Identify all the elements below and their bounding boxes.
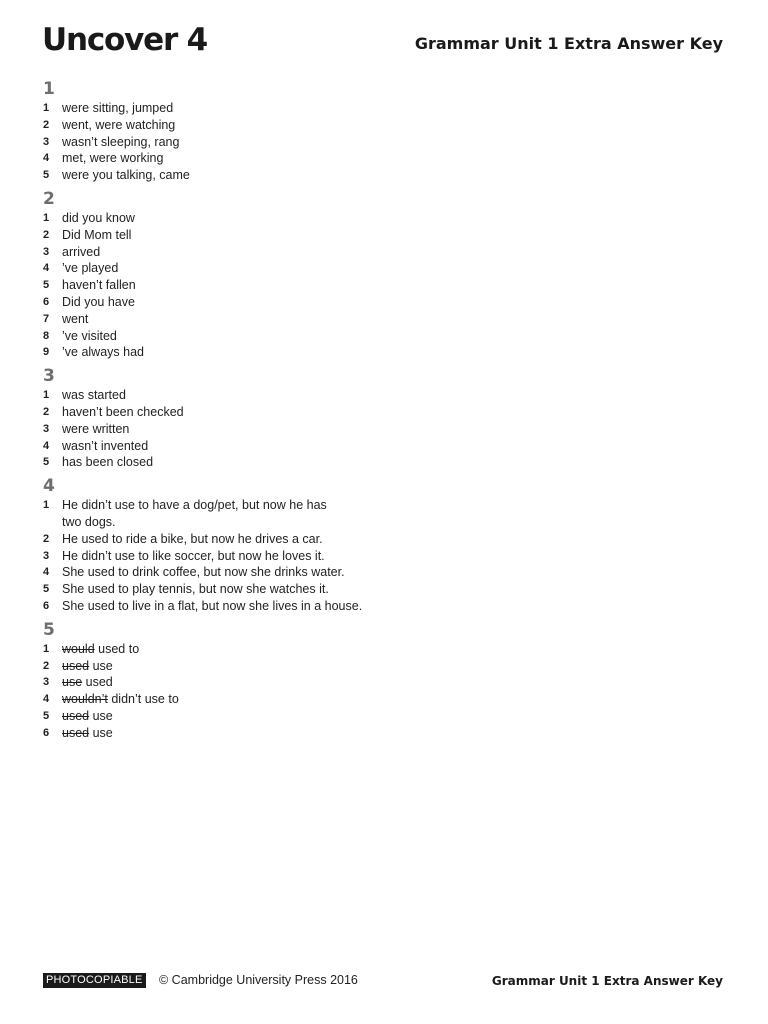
struck-word: used [62, 708, 90, 723]
answer-item [43, 387, 403, 404]
answer-text: use [92, 708, 113, 723]
answer-item [43, 454, 403, 471]
answer-text: ’ve visited [62, 328, 117, 343]
struck-word: used [62, 658, 90, 673]
answer-text: was started [62, 388, 126, 403]
answer-text: She used to live in a flat, but now she lives in a house. [62, 598, 363, 613]
answer-item [43, 344, 403, 361]
item-number: 1 [43, 211, 50, 224]
item-number: 5 [43, 583, 50, 596]
item-number: 6 [43, 599, 50, 612]
answer-text: ’ve played [62, 261, 119, 276]
struck-word: wouldn’t [62, 692, 108, 707]
item-number: 1 [43, 102, 50, 114]
answer-item [43, 581, 403, 598]
section-number: 4 [43, 476, 55, 497]
answer-item [43, 167, 403, 184]
item-number: 7 [43, 312, 50, 325]
answer-item [43, 404, 403, 421]
answer-text: used to [98, 641, 140, 656]
answer-text: He didn’t use to have a dog/pet, but now he has two dogs. [62, 498, 327, 529]
item-number: 1 [43, 499, 50, 512]
section-number: 2 [43, 188, 55, 209]
answer-text: didn’t use to [111, 692, 179, 707]
item-number: 3 [43, 135, 50, 148]
answer-text: ’ve always had [62, 345, 144, 360]
answer-item [43, 421, 403, 438]
answer-item [43, 311, 403, 328]
item-number: 6 [43, 726, 50, 739]
answer-text: He used to ride a bike, but now he drives a car. [62, 531, 323, 546]
item-number: 4 [43, 693, 50, 706]
answer-item [43, 294, 403, 311]
item-number: 2 [43, 405, 50, 418]
answer-item [43, 438, 403, 455]
item-number: 3 [43, 245, 50, 258]
struck-word: used [62, 725, 90, 740]
answer-item [43, 117, 403, 134]
answer-item [43, 564, 403, 581]
answer-text: Did you have [62, 294, 135, 309]
photocopiable-badge: PHOTOCOPIABLE [43, 973, 146, 988]
answer-item [43, 548, 403, 565]
item-number: 3 [43, 549, 50, 562]
item-number: 2 [43, 532, 50, 545]
answer-text: did you know [62, 210, 135, 225]
answer-text: use [92, 725, 113, 740]
answer-text: He didn’t use to like soccer, but now he loves it. [62, 548, 325, 563]
answer-text: Did Mom tell [62, 227, 132, 242]
brand-logo: Uncover 4 [42, 22, 207, 58]
item-number: 3 [43, 676, 50, 689]
struck-word: would [62, 641, 95, 656]
answer-item [43, 641, 403, 658]
exercise-section [43, 621, 403, 742]
item-number: 1 [43, 642, 50, 655]
answer-item [43, 260, 403, 277]
item-number: 5 [43, 279, 50, 292]
answer-text: haven’t fallen [62, 278, 136, 293]
answer-text: were you talking, came [62, 168, 190, 183]
answer-item [43, 277, 403, 294]
answer-text: were written [62, 421, 130, 436]
answer-key-content [43, 80, 403, 748]
answer-item [43, 150, 403, 167]
answer-text: She used to play tennis, but now she watches it. [62, 582, 329, 597]
answer-item [43, 691, 403, 708]
answer-text: went, were watching [62, 117, 176, 132]
answer-item [43, 598, 403, 615]
answer-item [43, 725, 403, 742]
section-number: 3 [43, 366, 55, 387]
copyright-notice: © Cambridge University Press 2016 [159, 973, 358, 987]
item-number: 1 [43, 389, 50, 402]
answer-item [43, 531, 403, 548]
exercise-section [43, 477, 403, 615]
item-number: 6 [43, 295, 50, 308]
item-number: 2 [43, 118, 50, 131]
answer-text: has been closed [62, 455, 154, 470]
item-number: 2 [43, 228, 50, 241]
item-number: 4 [43, 439, 50, 452]
answer-text: She used to drink coffee, but now she drinks water. [62, 565, 345, 580]
answer-item [43, 244, 403, 261]
exercise-section [43, 80, 403, 184]
answer-text: went [62, 311, 89, 326]
item-number: 2 [43, 659, 50, 672]
item-number: 4 [43, 152, 50, 165]
exercise-section [43, 190, 403, 361]
document-title: Grammar Unit 1 Extra Answer Key [414, 34, 723, 53]
footer-title: Grammar Unit 1 Extra Answer Key [491, 974, 723, 988]
answer-item [43, 708, 403, 725]
exercise-section [43, 367, 403, 471]
answer-text: arrived [62, 244, 101, 259]
answer-text: wasn’t sleeping, rang [62, 134, 180, 149]
item-number: 5 [43, 456, 50, 469]
struck-word: use [62, 675, 83, 690]
item-number: 5 [43, 169, 50, 182]
answer-item [43, 674, 403, 691]
answer-text: use [92, 658, 113, 673]
answer-text: met, were working [62, 151, 164, 166]
item-number: 8 [43, 329, 50, 342]
answer-item [43, 134, 403, 151]
answer-item [43, 658, 403, 675]
page-footer [43, 973, 723, 991]
answer-text: haven’t been checked [62, 404, 184, 419]
answer-item [43, 328, 403, 345]
answer-item [43, 210, 403, 227]
item-number: 3 [43, 422, 50, 435]
answer-item [43, 497, 343, 531]
answer-item [43, 227, 403, 244]
answer-item [43, 100, 403, 117]
item-number: 5 [43, 709, 50, 722]
item-number: 9 [43, 346, 50, 359]
item-number: 4 [43, 566, 50, 579]
answer-text: used [85, 675, 113, 690]
answer-text: wasn’t invented [62, 438, 149, 453]
section-number: 1 [43, 79, 55, 99]
section-number: 5 [43, 619, 55, 640]
item-number: 4 [43, 262, 50, 275]
answer-text: were sitting, jumped [62, 101, 174, 115]
